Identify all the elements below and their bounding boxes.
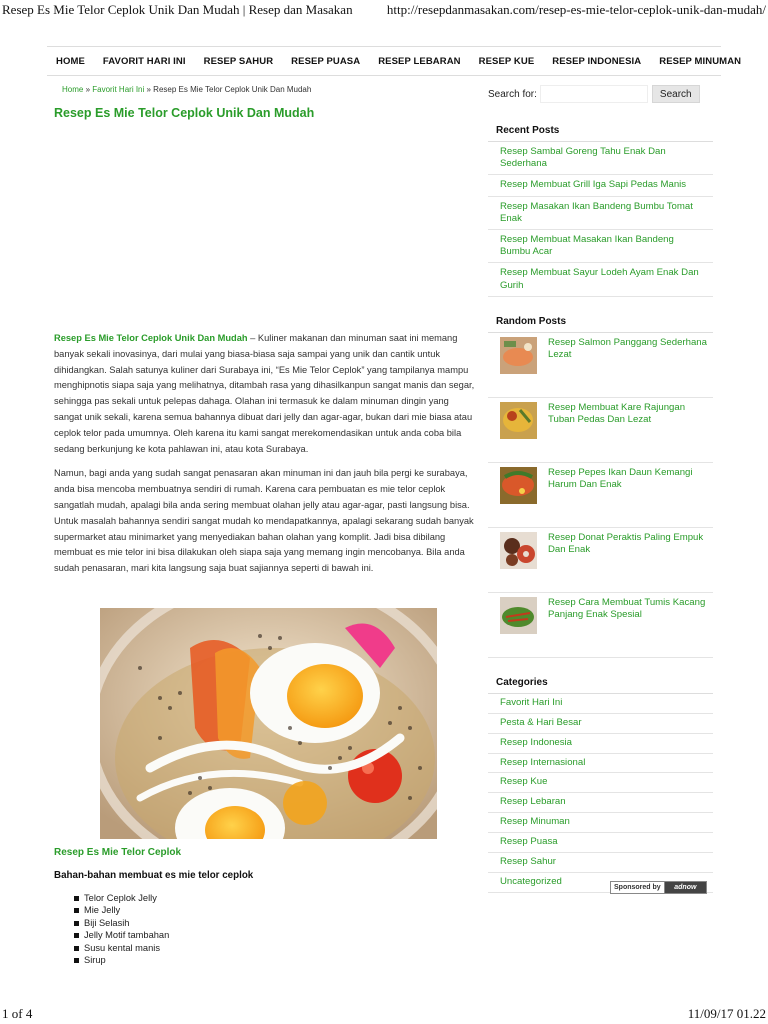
nav-resep-indonesia[interactable]: RESEP INDONESIA (552, 55, 642, 67)
print-header (2, 2, 766, 18)
ingredient-item: Telor Ceplok Jelly (74, 892, 169, 904)
search-label: Search for: (488, 88, 537, 100)
recent-post-link[interactable]: Resep Membuat Masakan Ikan Bandeng Bumbu Acar (488, 230, 713, 263)
search-button[interactable]: Search (652, 85, 700, 103)
post-title: Resep Es Mie Telor Ceplok Unik Dan Mudah (54, 106, 315, 120)
breadcrumb-separator: » (144, 85, 154, 94)
recent-post-link[interactable]: Resep Masakan Ikan Bandeng Bumbu Tomat Enak (488, 197, 713, 230)
main-column (54, 84, 478, 120)
main-nav (47, 46, 742, 76)
ingredient-item: Jelly Motif tambahan (74, 929, 169, 941)
category-link[interactable]: Resep Kue (488, 773, 713, 793)
image-caption[interactable]: Resep Es Mie Telor Ceplok (54, 847, 182, 858)
nav-home[interactable]: HOME (56, 55, 85, 67)
category-link[interactable]: Favorit Hari Ini (488, 694, 713, 714)
nav-resep-puasa[interactable]: RESEP PUASA (291, 55, 361, 67)
breadcrumb (62, 84, 478, 96)
search-form (488, 84, 713, 104)
print-page-url: http://resepdanmasakan.com/resep-es-mie-telor-ceplok-unik-dan-mudah/ (386, 2, 766, 17)
recent-post-link[interactable]: Resep Membuat Sayur Lodeh Ayam Enak Dan Gurih (488, 263, 713, 296)
donat-thumbnail[interactable] (500, 532, 537, 569)
page-counter: 1 of 4 (2, 1006, 33, 1021)
recent-post-link[interactable]: Resep Membuat Grill Iga Sapi Pedas Manis (488, 175, 713, 196)
random-posts-title: Random Posts (488, 311, 713, 333)
article-paragraph (54, 331, 478, 457)
print-page-title: Resep Es Mie Telor Ceplok Unik Dan Mudah | Resep dan Masakan (2, 2, 353, 17)
category-link[interactable]: Uncategorized (488, 873, 713, 893)
search-input[interactable] (540, 85, 648, 103)
ingredient-item: Mie Jelly (74, 904, 169, 916)
sidebar (488, 84, 713, 893)
breadcrumb-category[interactable]: Favorit Hari Ini (92, 85, 145, 94)
recent-post-link[interactable]: Resep Sambal Goreng Tahu Enak Dan Sederhana (488, 142, 713, 175)
sponsor-label: Sponsored by (611, 882, 665, 893)
random-post-link[interactable]: Resep Membuat Kare Rajungan Tuban Pedas Dan Lezat (548, 401, 686, 426)
category-link[interactable]: Resep Sahur (488, 853, 713, 873)
nav-resep-sahur[interactable]: RESEP SAHUR (203, 55, 274, 67)
sponsor-badge[interactable] (610, 881, 707, 894)
nav-resep-lebaran[interactable]: RESEP LEBARAN (378, 55, 461, 67)
ingredient-item: Biji Selasih (74, 917, 169, 929)
ingredient-item: Susu kental manis (74, 942, 169, 954)
breadcrumb-home[interactable]: Home (62, 85, 84, 94)
category-link[interactable]: Resep Puasa (488, 833, 713, 853)
kare-rajungan-thumbnail[interactable] (500, 402, 537, 439)
salmon-thumbnail[interactable] (500, 337, 537, 374)
ingredients-heading: Bahan-bahan membuat es mie telor ceplok (54, 870, 254, 881)
ingredient-item: Sirup (74, 954, 169, 966)
paragraph-text: – Kuliner makanan dan minuman saat ini memang banyak sekali inovasinya, dari mulai yang biasa-biasa saja sampai yang unik dan cantik untuk dihidangkan. Salah satunya kuliner dari Surabaya ini, “Es Mie Telor Ceplok” yang tampilanya mampu menghipnotis siapa saja yang melihatnya, ditambah rasa yang dihasilkanpun sangat manis dan segar, sehingga pas sekali untuk pelepas dahaga. Olahan ini termasuk ke dalam minuman dingin yang sangat unik sekali, karena semua bahannya dibuat dari jelly dan agar-agar, bukan dari mie biasa atau ceplok telor pada umumnya. Oleh karena itu kami sangat merekomendasikan untuk anda coba bila sedang berkunjung ke kota pahlawan ini, atau kota Surabaya. (54, 333, 475, 454)
random-post[interactable] (488, 398, 713, 463)
category-link[interactable]: Pesta & Hari Besar (488, 714, 713, 734)
random-post[interactable] (488, 593, 713, 658)
random-posts-list (488, 333, 713, 658)
category-link[interactable]: Resep Minuman (488, 813, 713, 833)
categories-title: Categories (488, 672, 713, 694)
print-datetime: 11/09/17 01.22 (687, 1006, 766, 1021)
lead-link[interactable]: Resep Es Mie Telor Ceplok Unik Dan Mudah (54, 333, 248, 343)
ingredients-list (74, 892, 169, 966)
nav-resep-minuman[interactable]: RESEP MINUMAN (659, 55, 742, 67)
category-link[interactable]: Resep Internasional (488, 754, 713, 774)
pepes-ikan-thumbnail[interactable] (500, 467, 537, 504)
breadcrumb-separator: » (83, 85, 93, 94)
breadcrumb-current: Resep Es Mie Telor Ceplok Unik Dan Mudah (153, 85, 312, 94)
random-post-link[interactable]: Resep Pepes Ikan Daun Kemangi Harum Dan Enak (548, 466, 693, 491)
random-post[interactable] (488, 463, 713, 528)
recent-posts-list (488, 142, 713, 297)
tumis-kacang-thumbnail[interactable] (500, 597, 537, 634)
random-post[interactable] (488, 528, 713, 593)
categories-list (488, 694, 713, 893)
nav-favorit-hari-ini[interactable]: FAVORIT HARI INI (102, 55, 186, 67)
nav-resep-kue[interactable]: RESEP KUE (478, 55, 535, 67)
random-post[interactable] (488, 333, 713, 398)
adnow-logo: adnow (665, 882, 706, 893)
category-link[interactable]: Resep Indonesia (488, 734, 713, 754)
print-footer (2, 1006, 766, 1022)
random-post-link[interactable]: Resep Donat Peraktis Paling Empuk Dan Enak (548, 531, 704, 556)
article-paragraph: Namun, bagi anda yang sudah sangat penasaran akan minuman ini dan jauh bila pergi ke surabaya, anda bisa mencoba membuatnya sendiri di rumah. Karena cara pembuatan es mie telor ceplok sangatlah mudah, apalagi bila anda sering membuat olahan jelly atau agar-agar, pasti langsung bisa. Untuk masalah bahannya sendiri sangat mudah ko mendapatkannya, apalagi sekarang sudah banyak supermarket atau minimarket yang menyediakan bahan olahan yang komplit. Jadi bisa dibilang membuat es mie telor ini bisa dilakukan oleh siapa saja yang memang ingin mencobanya. Bila anda sudah penasaran, mari kita langsung saja buat sajiannya seperti di bawah ini. (54, 468, 474, 574)
category-link[interactable]: Resep Lebaran (488, 793, 713, 813)
recent-posts-title: Recent Posts (488, 120, 713, 142)
random-post-link[interactable]: Resep Cara Membuat Tumis Kacang Panjang Enak Spesial (548, 596, 706, 621)
article-body (54, 331, 478, 586)
random-post-link[interactable]: Resep Salmon Panggang Sederhana Lezat (548, 336, 707, 361)
es-mie-telor-ceplok-photo (100, 608, 437, 839)
